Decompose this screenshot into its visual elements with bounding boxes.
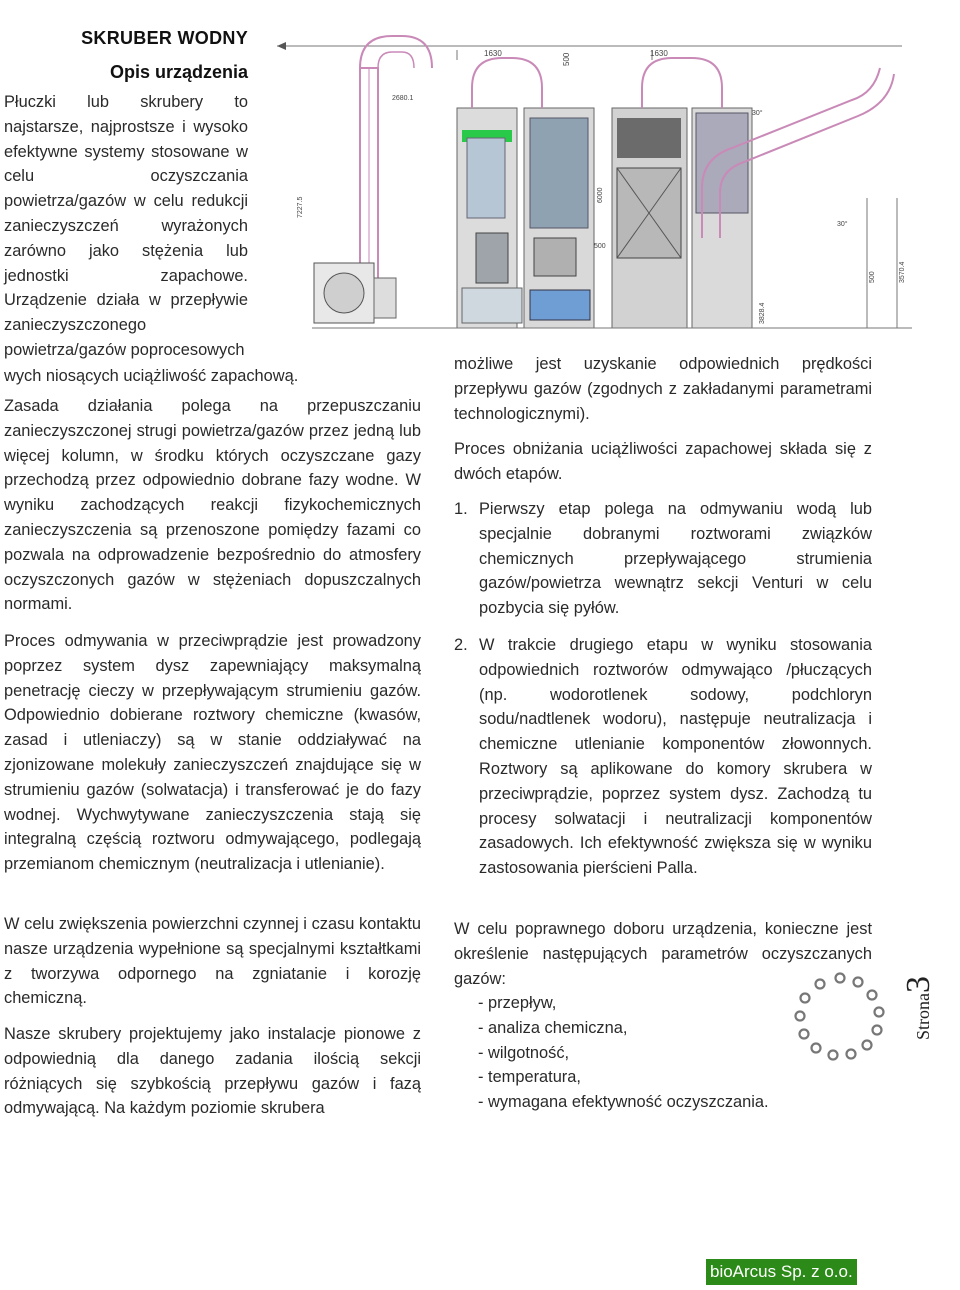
parameter-item: - wilgotność,	[478, 1043, 570, 1062]
left-paragraph-2: Proces odmywania w przeciwprądzie jest prowadzony poprzez system dysz zapewniający maksymalną penetrację cieczy w przepływającym strumieniu gazów. Odpowiednio dobierane roztwory chemiczne (kwasów, zasad i utleniaczy) są w stanie oddziaływać na zjonizowane molekuły zanieczyszczeń znajdujące się w strumieniu gazów (solwatacja) i transferować je do fazy wodnej. Wychwytywane zanieczyszczenia stają się integralną częścią roztworu odmywającego, podlegają przemianom chemicznym (neutralizacja i utlenianie).	[4, 632, 421, 874]
intro-paragraph-tail: wych niosących uciążliwość zapachową.	[4, 367, 299, 385]
step-item	[454, 633, 872, 881]
step-text: Pierwszy etap polega na odmywaniu wodą lub specjalnie dobranymi roztworami związków chemicznych przepływającego strumienia gazów/powietrza wewnątrz sekcji Venturi w celu pozbycia się pyłów.	[479, 500, 872, 618]
dim-label-1: 1630	[650, 49, 668, 58]
left-paragraph-4: Nasze skrubery projektujemy jako instalacje pionowe z odpowiednią dla danego zadania ilością sekcji różniących się szybkością przepływu gazów i fazą odmywającą. Na każdym poziomie skrubera	[4, 1025, 421, 1118]
step-item	[454, 497, 872, 621]
dim-label-5: 7227.5	[297, 196, 304, 218]
step-number: 2.	[454, 636, 468, 654]
pall-rings-decoration	[790, 968, 890, 1068]
dim-label-2: 500	[562, 52, 571, 66]
right-paragraph-1: możliwe jest uzyskanie odpowiednich prędkości przepływu gazów (zgodnych z zakładanymi parametrami technologicznymi).	[454, 355, 872, 423]
dim-label-7: 500	[869, 271, 876, 283]
scrubber-drawing	[262, 8, 947, 348]
parameter-item: - przepływ,	[478, 994, 557, 1012]
dim-label-6: 6000	[597, 187, 604, 203]
page-word: Strona	[913, 993, 933, 1040]
company-badge: bioArcus Sp. z o.o.	[706, 1259, 857, 1285]
step-text: W trakcie drugiego etapu w wyniku stosowania odpowiednich roztworów odmywająco /płuczących (np. wodorotlenek sodowy, podchloryn sodu/nadtlenek wodoru), następuje neutralizacja i chemiczne utlenianie komponentów złowonnych. Roztwory są aplikowane do komory skrubera w przeciwprądzie, poprzez system dysz. Zachodzą tu procesy solwatacji i neutralizacji komponentów zasadowych. Ich efektywność zwiększa się w wyniku zastosowania pierścieni Palla.	[479, 636, 872, 878]
dim-label-11: 30°	[752, 110, 763, 117]
dim-label-8: 3570.4	[899, 261, 906, 283]
right-paragraph-3: W celu poprawnego doboru urządzenia, konieczne jest określenie następujących parametrów oczyszczanych gazów:	[454, 920, 872, 988]
dim-label-3: 2680.1	[392, 95, 414, 102]
dim-label-0: 1630	[484, 49, 502, 58]
page-title: SKRUBER WODNY	[81, 28, 248, 48]
dim-label-4: 500	[594, 243, 606, 250]
parameter-list	[478, 991, 769, 1115]
dim-label-12: 30°	[837, 221, 848, 228]
page-num: 3	[900, 976, 937, 993]
dim-label-9: 3828.4	[759, 302, 766, 324]
steps-list-2	[454, 633, 872, 881]
right-paragraph-2: Proces obniżania uciążliwości zapachowej składa się z dwóch etapów.	[454, 440, 872, 483]
step-number: 1.	[454, 500, 468, 518]
intro-paragraph: Płuczki lub skrubery to najstarsze, najprostsze i wysoko efektywne systemy stosowane w celu oczyszczania powietrza/gazów w celu redukcji zanieczyszczeń wyrażonych zarówno jako stężenia lub jednostki zapachowe. Urządzenie działa w przepływie zanieczyszczonego powietrza/gazów poprocesowych	[4, 93, 248, 359]
parameter-item: - temperatura,	[478, 1068, 581, 1087]
page-number	[900, 920, 940, 1040]
section-subtitle: Opis urządzenia	[109, 62, 248, 82]
left-paragraph-3: W celu zwiększenia powierzchni czynnej i czasu kontaktu nasze urządzenia wypełnione są specjalnymi kształtkami z tworzywa odpornego na zgniatanie i korozję chemiczną.	[4, 915, 421, 1008]
parameter-item: - analiza chemiczna,	[478, 1018, 628, 1037]
left-paragraph-1: Zasada działania polega na przepuszczaniu zanieczyszczonej strugi powietrza/gazów przez jedną lub więcej kolumn, w środku których oczyszczane gazy przechodzą przez odpowiednio dobrane fazy wodne. W wyniku zachodzących reakcji fizykochemicznych zanieczyszczenia są przenoszone pomiędzy fazami co pozwala na odprowadzenie bezpośrednio do atmosfery oczyszczonych gazów w stężeniach dopuszczalnych normami.	[4, 397, 421, 614]
parameter-item: - wymagana efektywność oczyszczania.	[478, 1093, 769, 1112]
steps-list	[454, 497, 872, 621]
